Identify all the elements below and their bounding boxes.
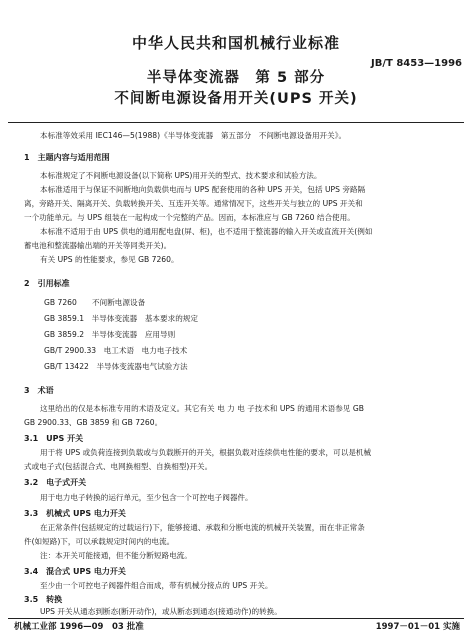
- term-3-4-heading: 3.4 混合式 UPS 电力开关: [24, 567, 126, 576]
- reference-item: GB 3859.1 半导体变流器 基本要求的规定: [44, 314, 198, 323]
- section-1-p3-line2: 蓄电池和整流器输出端的开关等同类开关)。: [24, 241, 172, 250]
- section-1-p2-line3: 一个功能单元。与 UPS 组装在一起构成一个完整的产品。因而，本标准应与 GB 7260 结合使用。: [24, 213, 355, 222]
- term-3-1-heading: 3.1 UPS 开关: [24, 434, 84, 443]
- term-3-3-heading: 3.3 机械式 UPS 电力开关: [24, 509, 126, 518]
- section-1-p1: 本标准规定了不间断电源设备(以下简称 UPS)用开关的型式、技术要求和试验方法。: [40, 171, 322, 180]
- term-3-3-line2: 件(如短路)下，可以承载规定时间内的电流。: [24, 537, 175, 546]
- reference-item: GB/T 2900.33 电工术语 电力电子技术: [44, 346, 188, 355]
- reference-item: GB/T 13422 半导体变流器电气试验方法: [44, 362, 188, 371]
- section-1-heading: 1 主题内容与适用范围: [24, 153, 110, 162]
- standard-number: JB/T 8453—1996: [371, 58, 462, 69]
- term-3-5-line1: UPS 开关从通态到断态(断开动作)，或从断态到通态(接通动作)的转换。: [40, 607, 282, 616]
- section-3-intro-line1: 这里给出的仅是本标准专用的术语及定义。其它有关 电 力 电 子技术和 UPS 的通用术语参见 GB: [40, 404, 364, 413]
- term-3-4-line1: 至少由一个可控电子阀器件组合而成，带有机械分接点的 UPS 开关。: [40, 581, 273, 590]
- term-3-5-heading: 3.5 转换: [24, 595, 63, 604]
- reference-item: GB 3859.2 半导体变流器 应用导则: [44, 330, 176, 339]
- document-title-line2: 不间断电源设备用开关(UPS 开关): [114, 91, 358, 107]
- term-3-1-line1: 用于将 UPS 或负荷连接到负载或与负载断开的开关，根据负载对连续供电性能的要求，可以是机械: [40, 448, 372, 457]
- term-3-2-line1: 用于电力电子转换的运行单元，至少包含一个可控电子阀器件。: [40, 493, 253, 502]
- implementation-date: 1997－01－01 实施: [375, 622, 460, 632]
- standard-title: 中华人民共和国机械行业标准: [131, 34, 340, 52]
- section-3-intro-line2: GB 2900.33、GB 3859 和 GB 7260。: [24, 418, 163, 427]
- term-3-3-line1: 在正常条件(包括规定的过载运行)下，能够接通、承载和分断电流的机械开关装置，而在非正常条: [40, 523, 365, 532]
- section-2-heading: 2 引用标准: [24, 279, 70, 288]
- term-3-3-note: 注：本开关可能接通，但不能分断短路电流。: [40, 551, 192, 560]
- reference-item: GB 7260 不间断电源设备: [44, 298, 146, 307]
- section-1-p4: 有关 UPS 的性能要求，参见 GB 7260。: [40, 255, 179, 264]
- approval-date: 机械工业部 1996—09 03 批准: [14, 622, 144, 632]
- document-title-line1: 半导体变流器 第 5 部分: [146, 70, 326, 86]
- foreword: 本标准等效采用 IEC146—5(1988)《半导体变流器 第五部分 不间断电源设备用开关》。: [40, 131, 347, 140]
- term-3-1-line2: 式或电子式(包括混合式、电网换相型、自换相型)开关。: [24, 462, 213, 471]
- term-3-2-heading: 3.2 电子式开关: [24, 478, 87, 487]
- section-1-p3-line1: 本标准不适用于由 UPS 供电的通用配电盘(屏、柜)，也不适用于整流器的输入开关或直流开关(例如: [40, 227, 373, 236]
- section-3-heading: 3 术语: [24, 386, 54, 395]
- title-divider: [8, 122, 464, 123]
- footer-divider: [8, 618, 464, 619]
- section-1-p2-line2: 离，旁路开关、隔离开关、负载转换开关、互连开关等。通常情况下，这些开关与独立的 UPS 开关和: [24, 199, 363, 208]
- section-1-p2-line1: 本标准适用于与保证不间断地向负载供电而与 UPS 配套使用的各种 UPS 开关，包括 UPS 旁路隔: [40, 185, 366, 194]
